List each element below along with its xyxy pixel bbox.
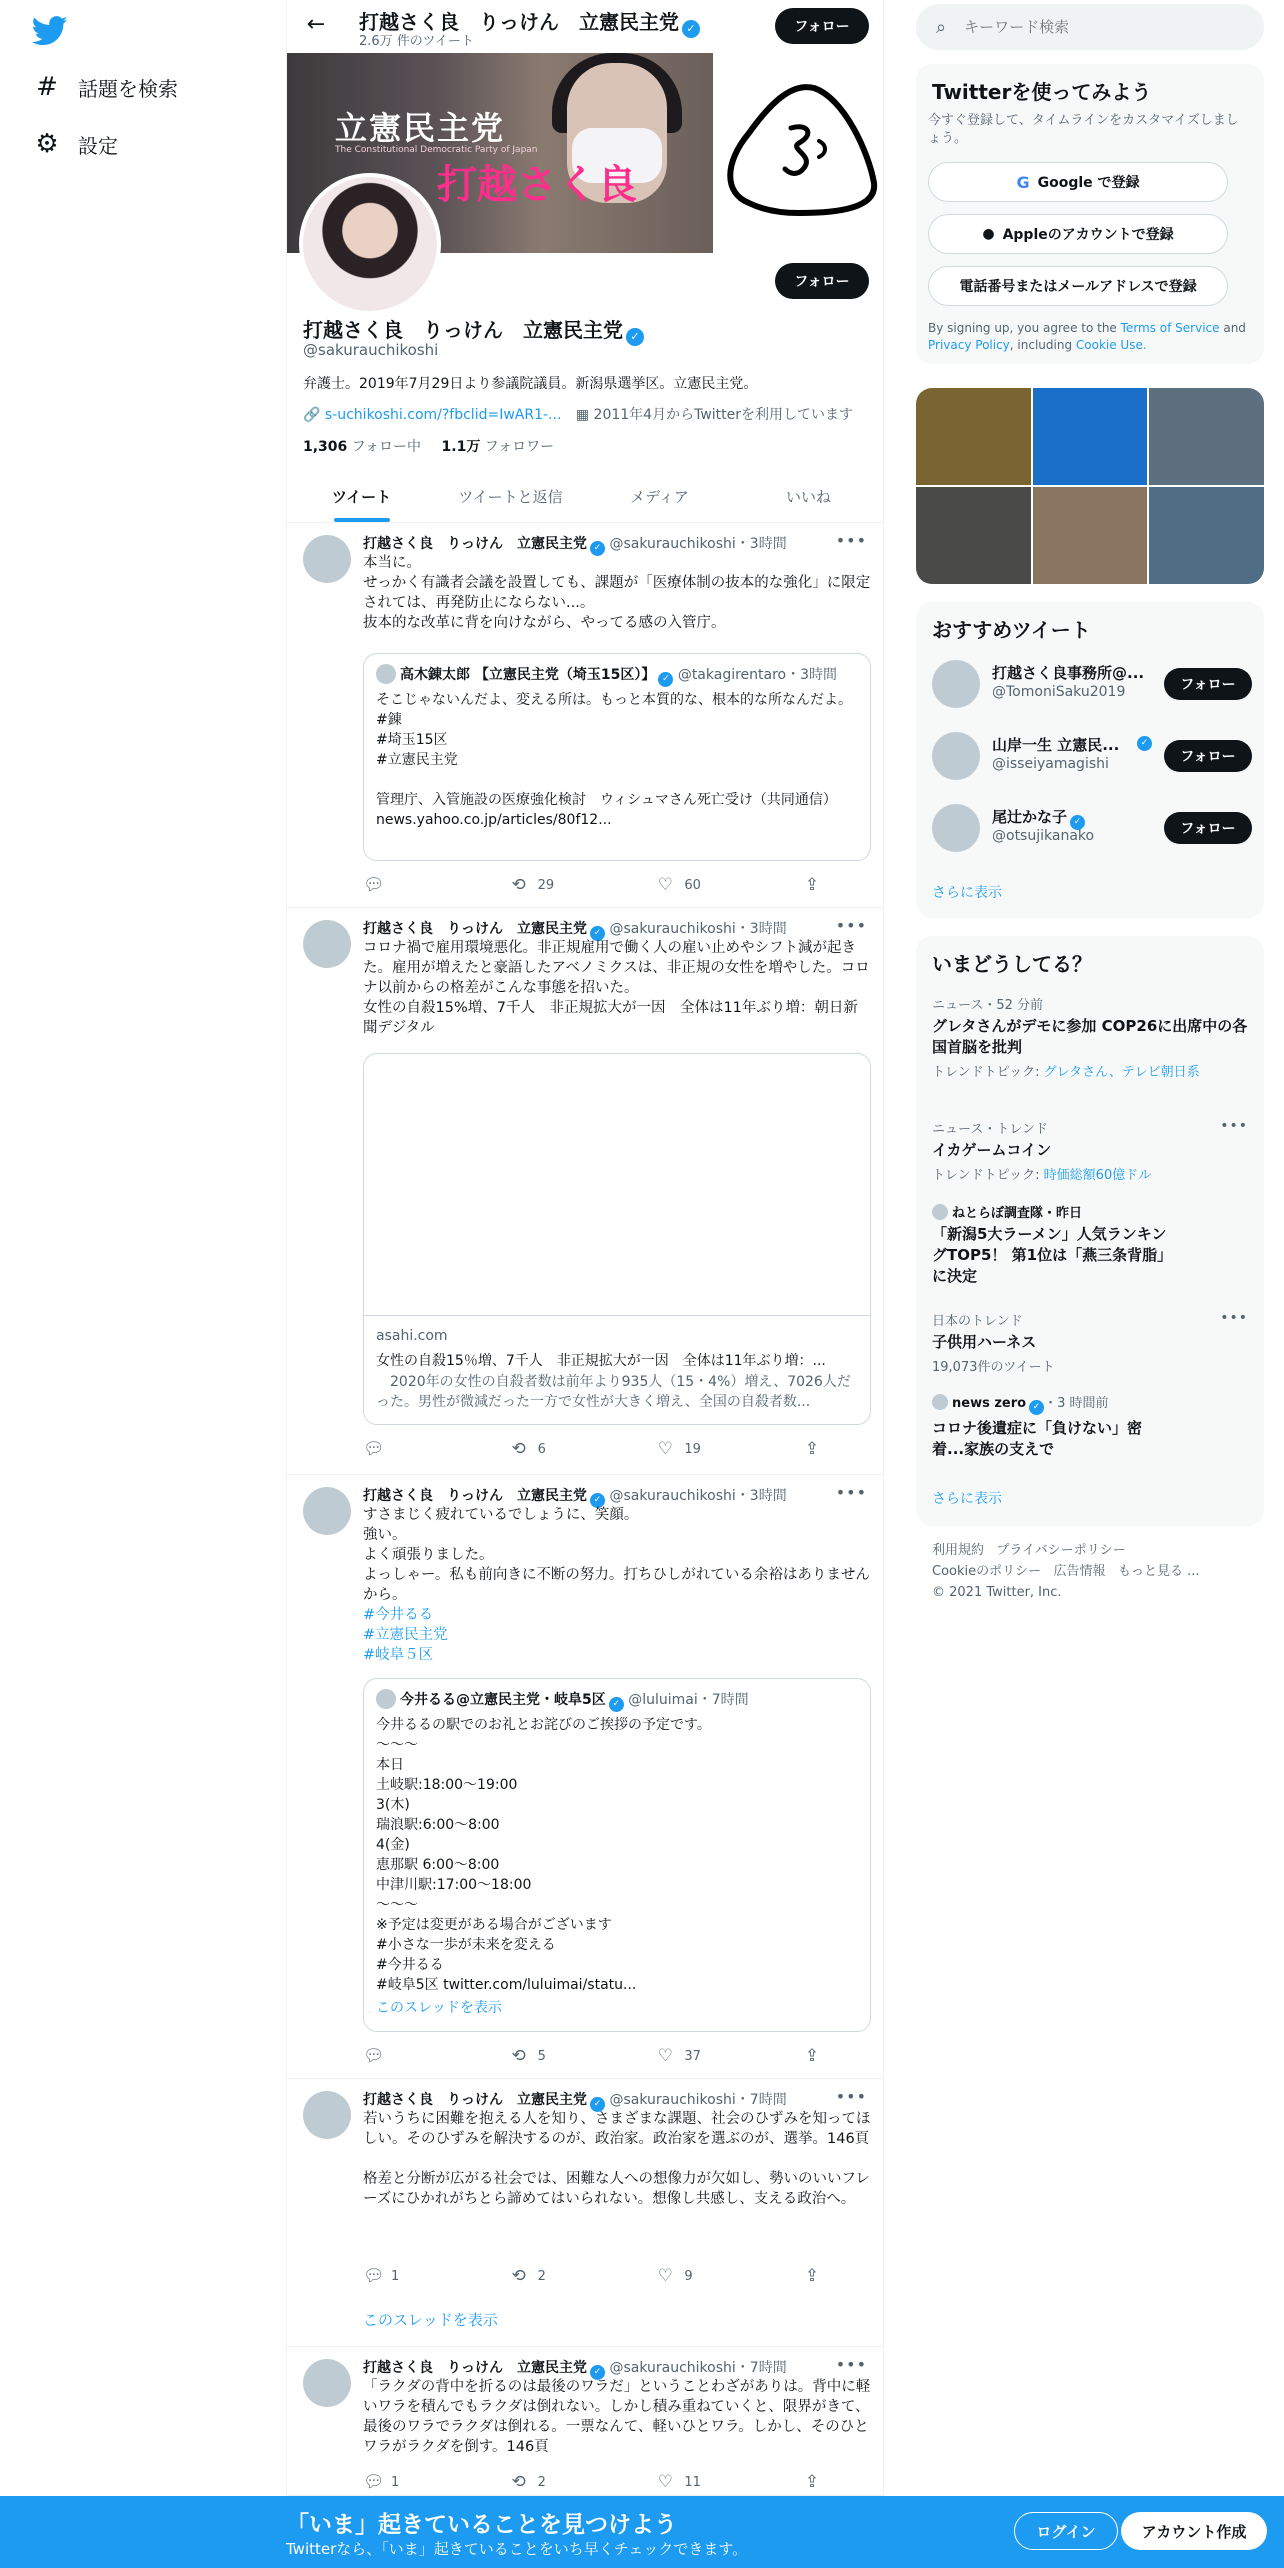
quote-handle: @luluimai [628, 1692, 698, 1708]
tweet-header: 打越さく良 りっけん 立憲民主党 ✓ @sakurauchikoshi・3時間 [363, 918, 787, 941]
more-icon[interactable]: ••• [1220, 1118, 1248, 1134]
hashtag-icon: # [36, 72, 58, 102]
recommended-handle: @isseiyamagishi [992, 756, 1109, 772]
nav-explore-label: 話題を検索 [78, 76, 178, 101]
verified-icon: ✓ [590, 541, 605, 556]
search-icon: ⌕ [936, 16, 947, 38]
share-button[interactable] [803, 2265, 833, 2287]
trend-meta-text: ねとらぼ調査隊・昨日 [952, 1206, 1083, 1221]
heart-icon: ♡ [657, 2046, 673, 2066]
terms-link[interactable]: Terms of Service [1120, 321, 1220, 335]
verified-icon: ✓ [682, 20, 700, 38]
trends-panel [916, 936, 1264, 1526]
tweet-handle: @sakurauchikoshi [609, 536, 736, 552]
left-nav [0, 0, 286, 2568]
tweet-text: 本当に。 せっかく有識者会議を設置しても、課題が「医療体制の抜本的な強化」に限定されては、再発防止にならない...。 抜本的な改革に背を向けながら、やってる感の入管庁。 [363, 555, 871, 631]
banner-party-sub: The Constitutional Democratic Party of Japan [335, 145, 538, 155]
recommended-user[interactable] [932, 656, 1248, 712]
footer-privacy[interactable]: プライバシーポリシー [996, 1543, 1126, 1558]
back-arrow-icon[interactable]: ← [306, 12, 326, 37]
tweet-text: コロナ禍で雇用環境悪化。非正規雇用で働く人の雇い止めやシフト減が起きた。雇用が増えたと豪語したアベノミクスは、非正規の女性を増やした。コロナ以前からの格差がこんな事態を招いた。 女性の自殺15%増、7千人 非正規拡大が一因 全体は11年ぶり増：朝日新聞デジタル [363, 940, 870, 1036]
calendar-icon: ▦ [575, 407, 590, 423]
tweet-time[interactable]: 7時間 [749, 2092, 787, 2108]
trend-item[interactable] [932, 1118, 1248, 1183]
quote-show-thread[interactable]: このスレッドを表示 [376, 2000, 502, 2016]
news-source-icon [932, 1204, 948, 1220]
reply-button[interactable] [363, 874, 473, 896]
verified-icon: ✓ [590, 1493, 605, 1508]
verified-icon: ✓ [626, 328, 644, 346]
tweet[interactable] [287, 523, 883, 908]
trend-meta-text: news zero [952, 1396, 1027, 1411]
twitter-logo-icon[interactable] [32, 16, 68, 46]
profile-follow-button[interactable]: フォロー [775, 263, 869, 299]
news-source-icon [932, 1394, 948, 1410]
trend-meta [932, 1202, 1248, 1221]
tweet-actions [363, 874, 833, 896]
like-button[interactable] [656, 2265, 766, 2287]
tweet-handle: @sakurauchikoshi [609, 2092, 736, 2108]
recommended-follow-button[interactable]: フォロー [1164, 812, 1252, 844]
like-button[interactable] [656, 2471, 766, 2493]
show-thread-link[interactable]: このスレッドを表示 [363, 2311, 498, 2329]
retweet-count: 5 [537, 2048, 546, 2064]
profile-avatar[interactable] [299, 173, 441, 315]
trend-title: 「新潟5大ラーメン」人気ランキングTOP5！ 第1位は「燕三条背脂」に決定 [932, 1225, 1167, 1285]
recommended-avatar [932, 660, 980, 708]
bottom-bar-subtitle: Twitterなら、「いま」起きていることをいち早くチェックできます。 [286, 2540, 748, 2558]
signup-terms [928, 320, 1248, 354]
like-count: 60 [684, 877, 701, 893]
media-thumb[interactable] [1149, 487, 1264, 584]
like-button[interactable] [656, 2045, 766, 2067]
reply-button[interactable] [363, 2471, 473, 2493]
trend-meta-time: ・3 時間前 [1044, 1396, 1109, 1411]
heart-icon: ♡ [657, 2266, 673, 2286]
header-tweet-count: 2.6万 件のツイート [359, 34, 474, 49]
recommended-follow-button[interactable]: フォロー [1164, 668, 1252, 700]
retweet-count: 6 [537, 1441, 546, 1457]
signup-title: Twitterを使ってみよう [932, 80, 1152, 104]
profile-joined: 2011年4月からTwitterを利用しています [593, 407, 854, 423]
trend-title: 子供用ハーネス [932, 1333, 1037, 1351]
quote-header: 高木錬太郎 【立憲民主党（埼玉15区）】 ✓ @takagirentaro・3時間 [376, 664, 837, 687]
tweet-author[interactable]: 打越さく良 りっけん 立憲民主党 [363, 1488, 587, 1504]
trend-item[interactable] [932, 1310, 1248, 1375]
reply-count: 1 [391, 2268, 400, 2284]
signup-panel [916, 64, 1264, 364]
footer-links [932, 1540, 1252, 1603]
terms-pre: By signing up, you agree to the [928, 321, 1121, 335]
hashtag-link[interactable]: #今井るる [363, 1607, 434, 1623]
tweet-author[interactable]: 打越さく良 りっけん 立憲民主党 [363, 536, 587, 552]
phone-signup-button[interactable]: 電話番号またはメールアドレスで登録 [928, 266, 1228, 306]
retweet-icon: ⟲ [511, 2266, 526, 2286]
more-icon[interactable]: ••• [1220, 1310, 1248, 1326]
more-icon[interactable]: ••• [835, 2087, 867, 2106]
followers-label: フォロワー [484, 439, 555, 455]
retweet-icon: ⟲ [511, 875, 526, 895]
trends-show-more[interactable]: さらに表示 [932, 1491, 1002, 1507]
retweet-button[interactable] [510, 2471, 620, 2493]
quote-time: 7時間 [711, 1692, 749, 1708]
like-button[interactable] [656, 874, 766, 896]
trend-item[interactable] [932, 994, 1248, 1080]
recommended-user[interactable] [932, 728, 1248, 784]
search-box[interactable] [916, 4, 1264, 50]
footer-copyright: © 2021 Twitter, Inc. [932, 1585, 1062, 1600]
heart-icon: ♡ [657, 875, 673, 895]
reply-button[interactable] [363, 2265, 473, 2287]
recommended-title: おすすめツイート [932, 618, 1091, 642]
tweet-header: 打越さく良 りっけん 立憲民主党 ✓ @sakurauchikoshi・3時間 [363, 533, 787, 556]
tweet-handle: @sakurauchikoshi [609, 1488, 736, 1504]
trend-meta [932, 1392, 1248, 1415]
trend-meta: 日本のトレンド [932, 1314, 1023, 1329]
apple-icon: ● [982, 226, 995, 242]
profile-tabs [287, 470, 883, 523]
media-thumb[interactable] [1033, 487, 1148, 584]
more-icon[interactable]: ••• [835, 2355, 867, 2374]
share-icon: ⇪ [804, 2266, 820, 2286]
terms-including: , including [1009, 338, 1076, 352]
reply-icon: 💬︎ [363, 1439, 385, 1459]
footer-ads[interactable]: 広告情報 [1053, 1564, 1106, 1579]
retweet-count: 2 [537, 2268, 546, 2284]
share-button[interactable] [803, 1438, 833, 1460]
bottom-bar-title: 「いま」起きていることを見つけよう [286, 2512, 677, 2538]
main-column [286, 0, 884, 2568]
recommended-avatar [932, 732, 980, 780]
trend-meta: ニュース・52 分前 [932, 998, 1044, 1013]
trend-sub [932, 1164, 1248, 1183]
card-description: 2020年の女性の自殺者数は前年より935人（15・4%）増え、7026人だった。男性が微減だった一方で女性が大きく増え、全国の自殺者数... [376, 1374, 851, 1410]
tweet-handle: @sakurauchikoshi [609, 921, 736, 937]
tweet-text: 「ラクダの背中を折るのは最後のワラだ」ということわざがありは。背中に軽いワラを積んでもラクダは倒れない。しかし積み重ねていくと、限界がきて、最後のワラでラクダは倒れる。一票なんて、軽いひとワラ。しかし、そのひとワラがラクダを倒す。146頁 [363, 2379, 871, 2455]
trend-title: イカゲームコイン [932, 1141, 1052, 1159]
nav-explore[interactable] [34, 69, 178, 105]
quote-author: 今井るる@立憲民主党・岐阜5区 [400, 1692, 606, 1708]
google-icon: G [1016, 172, 1030, 192]
trend-sub-label: トレンドトピック: [932, 1065, 1044, 1080]
nav-settings-label: 設定 [78, 133, 118, 158]
terms-and: and [1219, 321, 1246, 335]
tweet-actions [363, 2471, 833, 2493]
tweet[interactable] [287, 1475, 883, 2079]
header-follow-button[interactable]: フォロー [775, 8, 869, 44]
verified-icon: ✓ [1029, 1400, 1044, 1415]
following-count: 1,306 [303, 439, 348, 455]
tweet-text: 若いうちに困難を抱える人を知り、さまざまな課題、社会のひずみを知ってほしい。そのひずみを解決するのが、政治家。政治家を選ぶのが、選挙。146頁 格差と分断が広がる社会では、困難な人への想像力が欠如し、勢いのいいフレーズにひかれがちとら諦めてはいられない。想像し共感し、支える政治へ。 [363, 2111, 871, 2207]
following-label: フォロー中 [351, 439, 422, 455]
tweet-actions [363, 1438, 833, 1460]
quote-time: 3時間 [800, 667, 838, 683]
google-signup-button[interactable] [928, 162, 1228, 202]
card-image [364, 1054, 870, 1316]
tab-tweets[interactable]: ツイート [287, 470, 436, 522]
retweet-icon: ⟲ [511, 1439, 526, 1459]
like-count: 37 [684, 2048, 701, 2064]
recommended-name-text: 尾辻かな子 [992, 808, 1068, 826]
cookie-link[interactable]: Cookie Use. [1075, 338, 1147, 352]
banner-pink-name: 打越さく良 [437, 162, 637, 208]
like-button[interactable] [656, 1438, 766, 1460]
heart-icon: ♡ [657, 1439, 673, 1459]
quote-avatar [376, 664, 396, 684]
reply-button[interactable] [363, 1438, 473, 1460]
link-card[interactable] [363, 1053, 871, 1425]
retweet-icon: ⟲ [511, 2472, 526, 2492]
media-grid [916, 388, 1264, 584]
recommended-follow-button[interactable]: フォロー [1164, 740, 1252, 772]
following-link[interactable] [303, 439, 421, 455]
recommended-name: 打越さく良事務所@... [992, 664, 1145, 682]
privacy-link[interactable]: Privacy Policy [928, 338, 1010, 352]
recommended-avatar [932, 804, 980, 852]
trend-sub: 19,073件のツイート [932, 1360, 1055, 1375]
tweet-header: 打越さく良 りっけん 立憲民主党 ✓ @sakurauchikoshi・7時間 [363, 2357, 787, 2380]
reply-count: 1 [391, 2474, 400, 2490]
banner-party-name: 立憲民主党 [335, 109, 506, 147]
profile-header-bar [287, 0, 883, 53]
apple-signup-button[interactable] [928, 214, 1228, 254]
quote-avatar [376, 1689, 396, 1709]
footer-cookie[interactable]: Cookieのポリシー [932, 1564, 1042, 1579]
quoted-tweet[interactable] [363, 1678, 871, 2032]
quoted-tweet[interactable] [363, 653, 871, 861]
search-input[interactable] [964, 18, 1224, 36]
tab-media[interactable]: メディア [630, 487, 689, 506]
create-account-button[interactable]: アカウント作成 [1121, 2512, 1267, 2550]
recommended-handle: @TomoniSaku2019 [992, 684, 1126, 700]
more-icon[interactable]: ••• [835, 916, 867, 935]
tweet[interactable] [287, 2347, 883, 2496]
tweet-avatar[interactable] [303, 2359, 351, 2407]
footer-terms[interactable]: 利用規約 [932, 1543, 985, 1558]
tweet-avatar[interactable] [303, 2091, 351, 2139]
recommended-name [992, 806, 1085, 830]
tweet-time[interactable]: 7時間 [749, 2360, 787, 2376]
media-thumb[interactable] [916, 388, 1031, 485]
followers-link[interactable] [442, 439, 555, 455]
reply-icon: 💬︎ [363, 875, 385, 895]
quote-header: 今井るる@立憲民主党・岐阜5区 ✓ @luluimai・7時間 [376, 1689, 749, 1712]
tweet-text [363, 1505, 871, 1665]
card-title: 女性の自殺15％増、7千人 非正規拡大が一因 全体は11年ぶり増：... [376, 1353, 826, 1369]
signup-subtitle: 今すぐ登録して、タイムラインをカスタマイズしましょう。 [928, 113, 1239, 146]
hashtag-link[interactable]: #立憲民主党 [363, 1627, 448, 1643]
header-name-text: 打越さく良 りっけん 立憲民主党 [359, 10, 679, 34]
media-thumb[interactable] [916, 487, 1031, 584]
trend-sub-link[interactable]: グレタさん、テレビ朝日系 [1043, 1065, 1200, 1080]
link-icon: 🔗 [303, 407, 321, 423]
reply-icon: 💬︎ [363, 2046, 385, 2066]
recommended-handle: @otsujikanako [992, 828, 1095, 844]
trend-title: コロナ後遺症に「負けない」密着...家族の支えで [932, 1419, 1143, 1458]
tweet-avatar[interactable] [303, 1487, 351, 1535]
verified-icon: ✓ [1070, 815, 1085, 830]
retweet-button[interactable] [510, 2045, 620, 2067]
profile-follow-counts [303, 436, 554, 456]
reply-icon: 💬︎ [363, 2266, 385, 2286]
share-icon: ⇪ [804, 2046, 820, 2066]
tweet-header: 打越さく良 りっけん 立憲民主党 ✓ @sakurauchikoshi・7時間 [363, 2089, 787, 2112]
tweet-time[interactable]: 3時間 [749, 536, 787, 552]
card-domain: asahi.com [376, 1328, 448, 1344]
tweet[interactable] [287, 2079, 883, 2347]
recommended-name: 山岸一生 立憲民... [992, 736, 1120, 754]
tweet-author[interactable]: 打越さく良 りっけん 立憲民主党 [363, 2092, 587, 2108]
google-signup-label: Google で登録 [1037, 175, 1140, 191]
login-button[interactable]: ログイン [1014, 2512, 1118, 2550]
share-icon: ⇪ [804, 875, 820, 895]
tweet-actions [363, 2265, 833, 2287]
more-icon[interactable]: ••• [835, 1483, 867, 1502]
recommended-panel [916, 602, 1264, 918]
trend-sub-label: トレンドトピック: [932, 1168, 1044, 1183]
share-button[interactable] [803, 874, 833, 896]
trend-sub-link[interactable]: 時価総額60億ドル [1043, 1168, 1152, 1183]
like-count: 11 [684, 2474, 701, 2490]
profile-handle: @sakurauchikoshi [303, 341, 439, 359]
hashtag-link[interactable]: #岐阜５区 [363, 1647, 434, 1663]
reply-icon: 💬︎ [363, 2472, 385, 2492]
retweet-icon: ⟲ [511, 2046, 526, 2066]
recommended-show-more[interactable]: さらに表示 [932, 885, 1002, 901]
retweet-button[interactable] [510, 1438, 620, 1460]
followers-count: 1.1万 [441, 439, 481, 455]
rice-ball-sketch-icon [719, 73, 879, 223]
like-count: 19 [684, 1441, 701, 1457]
gear-icon: ⚙ [35, 129, 59, 159]
trend-title: グレタさんがデモに参加 COP26に出席中の各国首脳を批判 [932, 1017, 1248, 1056]
apple-signup-label: Appleのアカウントで登録 [1002, 227, 1174, 243]
trends-title: いまどうしてる？ [932, 952, 1092, 976]
trend-item[interactable] [932, 1392, 1248, 1460]
tweet-handle: @sakurauchikoshi [609, 2360, 736, 2376]
nav-settings[interactable] [34, 126, 118, 162]
more-icon[interactable]: ••• [835, 531, 867, 550]
tweet-avatar[interactable] [303, 920, 351, 968]
retweet-count: 2 [537, 2474, 546, 2490]
tab-likes[interactable]: いいね [785, 487, 831, 506]
tweet-header: 打越さく良 りっけん 立憲民主党 ✓ @sakurauchikoshi・3時間 [363, 1485, 787, 1508]
profile-meta [303, 404, 853, 424]
verified-icon: ✓ [590, 926, 605, 941]
recommended-user[interactable] [932, 800, 1248, 856]
quote-text: そこじゃないんだよ、変える所は。もっと本質的な、根本的な所なんだよ。 #錬 #埼玉15区 #立憲民主党 管理庁、入管施設の医療強化検討 ウィシュマさん死亡受け（共同通信） news.yahoo.co.jp/articles/80f12... [376, 692, 852, 828]
retweet-count: 29 [537, 877, 555, 893]
share-icon: ⇪ [804, 1439, 820, 1459]
media-thumb[interactable] [1149, 388, 1264, 485]
retweet-button[interactable] [510, 2265, 620, 2287]
retweet-button[interactable] [510, 874, 620, 896]
trend-meta: ニュース・トレンド [932, 1122, 1049, 1137]
tab-tweets-replies[interactable]: ツイートと返信 [458, 487, 563, 506]
tweet-actions [363, 2045, 833, 2067]
tweet-text-main: すさまじく疲れているでしょうに、笑顔。 強い。 よく頑張りました。 よっしゃー。私も前向きに不断の努力。打ちひしがれている余裕はありませんから。 [363, 1507, 870, 1603]
quote-handle: @takagirentaro [677, 667, 787, 683]
bottom-signup-bar [0, 2496, 1284, 2568]
tweet-avatar[interactable] [303, 535, 351, 583]
share-icon: ⇪ [804, 2472, 820, 2492]
share-button[interactable] [803, 2471, 833, 2493]
quote-text: 今井るるの駅でのお礼とお詫びのご挨拶の予定です。 〜〜〜 本日 土岐駅:18:00〜19:00 3(木) 瑞浪駅:6:00〜8:00 4(金) 恵那駅 6:00〜8:00 中津川駅:17:00〜18:00 〜〜〜 ※予定は変更がある場合がございます #小さな一歩が未来を変える #今井るる #岐阜5区 twitter.com/luluimai/statu... [376, 1717, 711, 1993]
quote-author: 高木錬太郎 【立憲民主党（埼玉15区）】 [400, 667, 656, 683]
verified-icon: ✓ [658, 672, 673, 687]
profile-name-text: 打越さく良 りっけん 立憲民主党 [303, 318, 623, 342]
tweet-author[interactable]: 打越さく良 りっけん 立憲民主党 [363, 2360, 587, 2376]
verified-icon: ✓ [1137, 736, 1152, 751]
tweet-time[interactable]: 3時間 [749, 921, 787, 937]
verified-icon: ✓ [590, 2365, 605, 2380]
tweet-author[interactable]: 打越さく良 りっけん 立憲民主党 [363, 921, 587, 937]
tweet-time[interactable]: 3時間 [749, 1488, 787, 1504]
like-count: 9 [684, 2268, 693, 2284]
heart-icon: ♡ [657, 2472, 673, 2492]
media-thumb[interactable] [1033, 388, 1148, 485]
footer-more[interactable]: もっと見る ... [1117, 1564, 1200, 1579]
share-button[interactable] [803, 2045, 833, 2067]
trend-item[interactable] [932, 1202, 1248, 1287]
profile-bio: 弁護士。2019年7月29日より参議院議員。新潟県選挙区。立憲民主党。 [303, 376, 758, 392]
profile-link[interactable]: s-uchikoshi.com/?fbclid=IwAR1-... [324, 407, 562, 423]
verified-icon: ✓ [609, 1697, 624, 1712]
reply-button[interactable] [363, 2045, 473, 2067]
verified-icon: ✓ [590, 2097, 605, 2112]
tweet[interactable] [287, 908, 883, 1475]
trend-sub [932, 1061, 1248, 1080]
